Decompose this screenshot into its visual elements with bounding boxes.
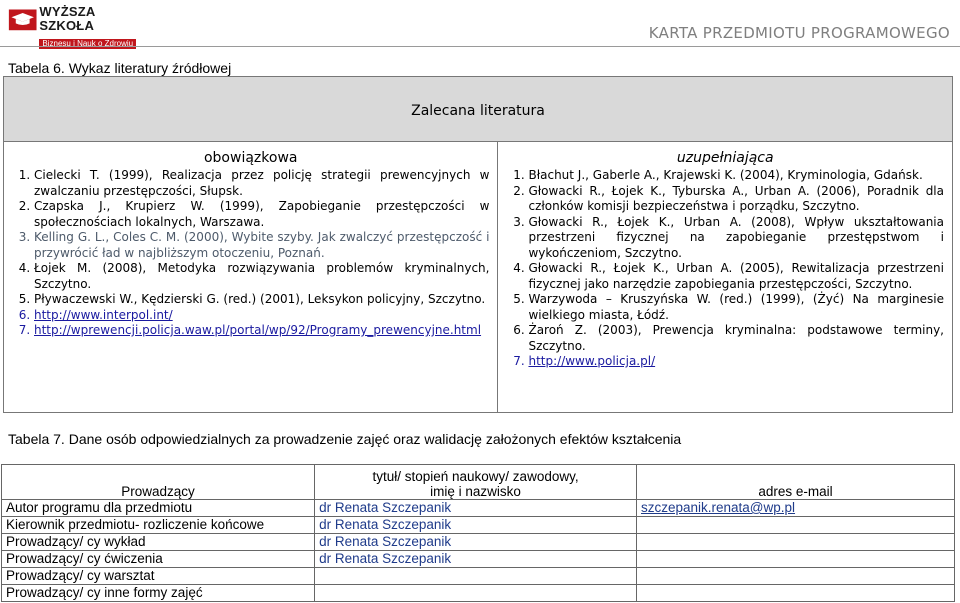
logo-line1: WYŻSZA SZKOŁA	[39, 4, 95, 33]
role-cell: Kierownik przedmiotu- rozliczenie końcowe	[2, 517, 315, 534]
name-header-line2: imię i nazwisko	[430, 484, 521, 499]
table7-caption: Tabela 7. Dane osób odpowiedzialnych za prowadzenie zajęć oraz walidację założonych efektów kształcenia	[8, 431, 682, 447]
literature-table	[3, 76, 953, 413]
list-item: 4. Głowacki R., Łojek K., Urban A. (2005), Rewitalizacja przestrzeni fizycznej jako narzędzie zapobiegania przestępczości, Szczytno.	[528, 261, 952, 292]
table6-caption: Tabela 6. Wykaz literatury źródłowej	[8, 60, 232, 76]
role-cell: Prowadzący/ cy warsztat	[2, 568, 315, 585]
table-row	[2, 585, 955, 602]
header-divider	[0, 46, 960, 47]
email-header: adres e-mail	[637, 465, 955, 500]
supplementary-list	[498, 168, 952, 370]
list-item: 2. Głowacki R., Łojek K., Tyburska A., Urban A. (2006), Poradnik dla członków komisji bezpieczeństwa i porządku, Szczytno.	[528, 184, 952, 215]
name-cell	[315, 568, 637, 585]
literature-header-cell	[4, 77, 953, 142]
email-cell	[637, 517, 955, 534]
staff-table	[1, 464, 955, 602]
logo-line2: Biznesu i Nauk o Zdrowiu	[39, 39, 136, 49]
page-title: KARTA PRZEDMIOTU PROGRAMOWEGO	[648, 24, 950, 42]
role-cell: Prowadzący/ cy wykład	[2, 534, 315, 551]
interpol-link[interactable]: 6. http://www.interpol.int/	[34, 308, 497, 324]
role-cell: Autor programu dla przedmiotu	[2, 500, 315, 517]
literature-header: Zalecana literatura	[411, 103, 545, 119]
list-item: 6. Żaroń Z. (2003), Prewencja kryminalna: podstawowe terminy, Szczytno.	[528, 323, 952, 354]
table-header-row	[2, 465, 955, 500]
table-row	[2, 534, 955, 551]
mandatory-heading: obowiązkowa	[203, 150, 298, 166]
name-cell: dr Renata Szczepanik	[315, 551, 637, 568]
mandatory-list	[4, 168, 497, 339]
table-row	[2, 568, 955, 585]
list-item: 5. Warzywoda – Kruszyńska W. (red.) (1999), (Żyć) Na marginesie wielkiego miasta, Łódź.	[528, 292, 952, 323]
name-header-line1: tytuł/ stopień naukowy/ zawodowy,	[372, 469, 579, 484]
role-header: Prowadzący	[2, 465, 315, 500]
graduation-cap-icon	[8, 5, 37, 33]
supplementary-heading: uzupełniająca	[676, 150, 774, 166]
table-row	[2, 517, 955, 534]
email-cell	[637, 534, 955, 551]
name-cell: dr Renata Szczepanik	[315, 534, 637, 551]
email-cell	[637, 551, 955, 568]
school-logo	[8, 4, 138, 48]
list-item: 1. Cielecki T. (1999), Realizacja przez policję strategii prewencyjnych w zwalczaniu przestępczości, Słupsk.	[34, 168, 497, 199]
table-row	[2, 500, 955, 517]
role-cell: Prowadzący/ cy ćwiczenia	[2, 551, 315, 568]
email-cell	[637, 568, 955, 585]
list-item: 3. Kelling G. L., Coles C. M. (2000), Wybite szyby. Jak zwalczyć przestępczość i przywrócić ład w najbliższym otoczeniu, Poznań.	[34, 230, 497, 261]
policja-link[interactable]: 7. http://www.policja.pl/	[528, 354, 952, 370]
supplementary-column	[498, 142, 953, 413]
list-item: 5. Pływaczewski W., Kędzierski G. (red.) (2001), Leksykon policyjny, Szczytno.	[34, 292, 497, 308]
list-item: 1. Błachut J., Gaberle A., Krajewski K. (2004), Kryminologia, Gdańsk.	[528, 168, 952, 184]
name-header	[315, 465, 637, 500]
role-cell: Prowadzący/ cy inne formy zajęć	[2, 585, 315, 602]
email-link[interactable]: szczepanik.renata@wp.pl	[637, 500, 955, 517]
list-item: 3. Głowacki R., Łojek K., Urban A. (2008), Wpływ ukształtowania przestrzeni fizycznej na zapobieganie przestępstwom i wykończeniom, Szczytno.	[528, 215, 952, 262]
name-cell: dr Renata Szczepanik	[315, 500, 637, 517]
name-cell	[315, 585, 637, 602]
table-row	[2, 551, 955, 568]
list-item: 2. Czapska J., Krupierz W. (1999), Zapobieganie przestępczości w społecznościach lokalnych, Warszawa.	[34, 199, 497, 230]
mandatory-column	[4, 142, 498, 413]
wprewencji-link[interactable]: 7. http://wprewencji.policja.waw.pl/portal/wp/92/Programy_prewencyjne.html	[34, 323, 497, 339]
email-cell	[637, 585, 955, 602]
list-item: 4. Łojek M. (2008), Metodyka rozwiązywania problemów kryminalnych, Szczytno.	[34, 261, 497, 292]
name-cell: dr Renata Szczepanik	[315, 517, 637, 534]
